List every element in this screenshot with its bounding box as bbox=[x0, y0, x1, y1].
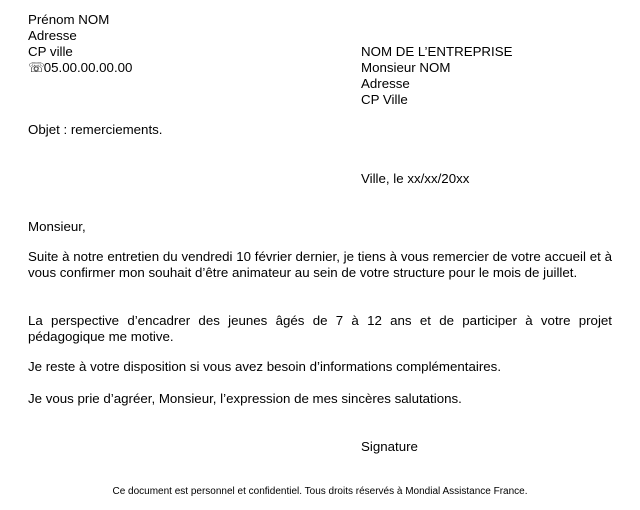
sender-name: Prénom NOM bbox=[28, 12, 110, 27]
signature: Signature bbox=[361, 439, 418, 454]
body-paragraph-2: La perspective d’encadrer des jeunes âgés de 7 à 12 ans et de participer à votre projet pédagogique me motive. bbox=[28, 313, 612, 344]
sender-phone-line bbox=[28, 60, 132, 76]
letter-subject: Objet : remerciements. bbox=[28, 122, 163, 137]
sender-address: Adresse bbox=[28, 28, 77, 43]
body-paragraph-3: Je reste à votre disposition si vous avez besoin d’informations complémentaires. bbox=[28, 359, 502, 374]
body-paragraph-4: Je vous prie d’agréer, Monsieur, l’expression de mes sincères salutations. bbox=[28, 391, 462, 406]
body-paragraph-1: Suite à notre entretien du vendredi 10 février dernier, je tiens à vous remercier de votre accueil et à vous confirmer mon souhait d’être animateur au sein de votre structure pour le mois de juillet. bbox=[28, 249, 612, 280]
salutation: Monsieur, bbox=[28, 219, 86, 234]
sender-phone: 05.00.00.00.00 bbox=[43, 60, 133, 75]
recipient-city: CP Ville bbox=[361, 92, 408, 107]
sender-city: CP ville bbox=[28, 44, 73, 59]
phone-icon: ☏ bbox=[28, 60, 45, 75]
footer-notice: Ce document est personnel et confidentiel. Tous droits réservés à Mondial Assistance France. bbox=[112, 486, 528, 497]
recipient-contact: Monsieur NOM bbox=[361, 60, 451, 75]
recipient-address: Adresse bbox=[361, 76, 410, 91]
recipient-block bbox=[361, 44, 512, 108]
recipient-company: NOM DE L’ENTREPRISE bbox=[361, 44, 513, 59]
place-date: Ville, le xx/xx/20xx bbox=[361, 171, 470, 186]
sender-block bbox=[28, 12, 132, 76]
